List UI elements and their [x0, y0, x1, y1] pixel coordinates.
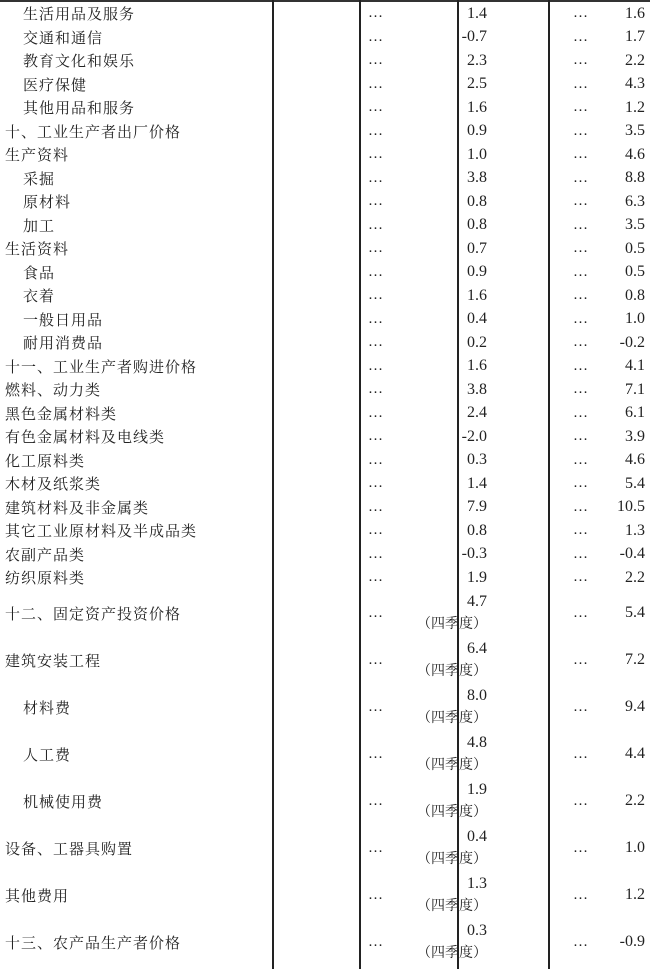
row-label: 建筑材料及非金属类 — [5, 498, 150, 517]
col3-value: … — [573, 604, 588, 621]
table-row — [0, 402, 650, 426]
value: 3.8 — [467, 380, 487, 398]
table-row — [0, 261, 650, 285]
value: 1.6 — [467, 286, 487, 304]
col3-value: … — [573, 357, 588, 374]
col4-value: 4.3 — [625, 75, 645, 93]
col4-value: 5.4 — [625, 604, 645, 621]
col1-value: … — [368, 651, 383, 668]
col4-value: 6.1 — [625, 404, 645, 422]
col1-value: … — [368, 357, 383, 374]
period-note: （四季度） — [417, 804, 487, 820]
table-row — [0, 190, 650, 214]
col1-value: … — [368, 545, 383, 562]
table-row — [0, 96, 650, 120]
row-label: 耐用消费品 — [23, 334, 104, 353]
period-note: （四季度） — [417, 851, 487, 867]
col2-value — [390, 543, 497, 567]
table-row — [0, 731, 650, 778]
col4-value: 2.2 — [625, 792, 645, 809]
col4-value: 4.4 — [625, 745, 645, 762]
col1-value: … — [368, 52, 383, 69]
col1-value: … — [368, 475, 383, 492]
value: 3.8 — [467, 169, 487, 187]
table-body — [0, 2, 650, 966]
row-label: 建筑安装工程 — [5, 651, 102, 670]
value: 1.9 — [467, 568, 487, 586]
value: 1.3 — [467, 875, 487, 892]
table-row — [0, 590, 650, 637]
col3-value: … — [573, 5, 588, 22]
col4-value: 8.8 — [625, 169, 645, 187]
table-row — [0, 378, 650, 402]
col1-value: … — [368, 5, 383, 22]
value: 0.2 — [467, 333, 487, 351]
value: 4.7 — [467, 593, 487, 610]
table-row — [0, 449, 650, 473]
value: 1.9 — [467, 781, 487, 798]
col1-value: … — [368, 193, 383, 210]
col3-value: … — [573, 310, 588, 327]
col2-value — [390, 331, 497, 355]
col2-value — [390, 496, 497, 520]
row-label: 生活资料 — [5, 240, 70, 259]
row-label: 农副产品类 — [5, 545, 86, 564]
col4-value: 1.6 — [625, 4, 645, 22]
value: 1.4 — [467, 474, 487, 492]
value: 8.0 — [467, 687, 487, 704]
col2-value — [390, 778, 497, 825]
col2-value — [390, 566, 497, 590]
table-row — [0, 167, 650, 191]
col4-value: 10.5 — [617, 498, 645, 516]
period-note: （四季度） — [417, 710, 487, 726]
value: 0.7 — [467, 239, 487, 257]
row-label: 采掘 — [23, 169, 56, 188]
col1-value: … — [368, 99, 383, 116]
col4-value: 0.5 — [625, 239, 645, 257]
col1-value: … — [368, 216, 383, 233]
row-label: 衣着 — [23, 287, 56, 306]
col4-value: 3.9 — [625, 427, 645, 445]
value: 1.6 — [467, 98, 487, 116]
value: 0.3 — [467, 922, 487, 939]
col4-value: 1.0 — [625, 310, 645, 328]
table-row — [0, 214, 650, 238]
value: 1.0 — [467, 145, 487, 163]
table-row — [0, 237, 650, 261]
row-label: 燃料、动力类 — [5, 381, 102, 400]
row-label: 纺织原料类 — [5, 569, 86, 588]
table-row — [0, 425, 650, 449]
row-label: 一般日用品 — [23, 310, 104, 329]
col3-value: … — [573, 216, 588, 233]
row-label: 有色金属材料及电线类 — [5, 428, 166, 447]
row-label: 十一、工业生产者购进价格 — [5, 357, 198, 376]
col2-value — [390, 872, 497, 919]
table-row — [0, 496, 650, 520]
col1-value: … — [368, 146, 383, 163]
row-label: 十二、固定资产投资价格 — [5, 604, 182, 623]
row-label: 设备、工器具购置 — [5, 839, 134, 858]
value: -0.3 — [461, 545, 487, 563]
col3-value: … — [573, 287, 588, 304]
row-label: 其他费用 — [5, 886, 70, 905]
row-label: 医疗保健 — [23, 75, 88, 94]
col3-value: … — [573, 122, 588, 139]
col2-value — [390, 261, 497, 285]
col3-value: … — [573, 745, 588, 762]
col3-value: … — [573, 404, 588, 421]
col3-value: … — [573, 169, 588, 186]
table-row — [0, 26, 650, 50]
table-row — [0, 355, 650, 379]
col3-value: … — [573, 792, 588, 809]
col4-value: -0.9 — [619, 933, 645, 950]
row-label: 十三、农产品生产者价格 — [5, 933, 182, 952]
col2-value — [390, 355, 497, 379]
col2-value — [390, 378, 497, 402]
col3-value: … — [573, 522, 588, 539]
col4-value: 2.2 — [625, 51, 645, 69]
value: 4.8 — [467, 734, 487, 751]
col1-value: … — [368, 169, 383, 186]
row-label: 化工原料类 — [5, 451, 86, 470]
col1-value: … — [368, 886, 383, 903]
col2-value — [390, 2, 497, 26]
value: 0.4 — [467, 828, 487, 845]
col2-value — [390, 26, 497, 50]
row-label: 木材及纸浆类 — [5, 475, 102, 494]
col2-value — [390, 825, 497, 872]
col2-value — [390, 120, 497, 144]
col4-value: 6.3 — [625, 192, 645, 210]
col4-value: 2.2 — [625, 568, 645, 586]
table-row — [0, 519, 650, 543]
value: 1.6 — [467, 357, 487, 375]
col3-value: … — [573, 475, 588, 492]
table-row — [0, 684, 650, 731]
col3-value: … — [573, 28, 588, 45]
col1-value: … — [368, 240, 383, 257]
period-note: （四季度） — [417, 945, 487, 961]
col1-value: … — [368, 792, 383, 809]
col3-value: … — [573, 428, 588, 445]
col1-value: … — [368, 287, 383, 304]
col3-value: … — [573, 886, 588, 903]
col1-value: … — [368, 263, 383, 280]
col2-value — [390, 143, 497, 167]
col2-value — [390, 919, 497, 966]
value: 2.3 — [467, 51, 487, 69]
col2-value — [390, 425, 497, 449]
col3-value: … — [573, 933, 588, 950]
table-row — [0, 120, 650, 144]
row-label: 材料费 — [23, 698, 72, 717]
col2-value — [390, 73, 497, 97]
col4-value: 0.8 — [625, 286, 645, 304]
table-row — [0, 73, 650, 97]
col2-value — [390, 190, 497, 214]
col1-value: … — [368, 404, 383, 421]
value: 0.9 — [467, 263, 487, 281]
table-row — [0, 637, 650, 684]
col4-value: 4.6 — [625, 145, 645, 163]
period-note: （四季度） — [417, 616, 487, 632]
value: 0.8 — [467, 192, 487, 210]
col2-value — [390, 684, 497, 731]
value: 0.4 — [467, 310, 487, 328]
table-row — [0, 49, 650, 73]
col2-value — [390, 402, 497, 426]
col1-value: … — [368, 310, 383, 327]
col2-value — [390, 96, 497, 120]
col4-value: -0.4 — [619, 545, 645, 563]
value: 1.4 — [467, 4, 487, 22]
table-row — [0, 331, 650, 355]
value: 0.8 — [467, 521, 487, 539]
col4-value: 1.2 — [625, 886, 645, 903]
table-row — [0, 825, 650, 872]
col3-value: … — [573, 451, 588, 468]
col2-value — [390, 308, 497, 332]
col2-value — [390, 449, 497, 473]
value: 2.5 — [467, 75, 487, 93]
value: 0.8 — [467, 216, 487, 234]
col1-value: … — [368, 122, 383, 139]
row-label: 其他用品和服务 — [23, 99, 136, 118]
table-row — [0, 143, 650, 167]
col1-value: … — [368, 428, 383, 445]
row-label: 黑色金属材料类 — [5, 404, 118, 423]
col3-value: … — [573, 193, 588, 210]
table-row — [0, 872, 650, 919]
row-label: 生产资料 — [5, 146, 70, 165]
col3-value: … — [573, 99, 588, 116]
col4-value: 7.1 — [625, 380, 645, 398]
period-note: （四季度） — [417, 757, 487, 773]
col4-value: 7.2 — [625, 651, 645, 668]
col3-value: … — [573, 263, 588, 280]
col3-value: … — [573, 569, 588, 586]
col4-value: 4.6 — [625, 451, 645, 469]
period-note: （四季度） — [417, 663, 487, 679]
col1-value: … — [368, 522, 383, 539]
col2-value — [390, 214, 497, 238]
table-row — [0, 566, 650, 590]
col1-value: … — [368, 933, 383, 950]
value: 7.9 — [467, 498, 487, 516]
col4-value: 1.7 — [625, 28, 645, 46]
row-label: 交通和通信 — [23, 28, 104, 47]
table-row — [0, 472, 650, 496]
col1-value: … — [368, 839, 383, 856]
table-row — [0, 2, 650, 26]
col2-value — [390, 731, 497, 778]
row-label: 人工费 — [23, 745, 72, 764]
col3-value: … — [573, 52, 588, 69]
table-row — [0, 308, 650, 332]
col2-value — [390, 237, 497, 261]
table-row — [0, 919, 650, 966]
col3-value: … — [573, 651, 588, 668]
col4-value: -0.2 — [619, 333, 645, 351]
col1-value: … — [368, 381, 383, 398]
col1-value: … — [368, 75, 383, 92]
row-label: 加工 — [23, 216, 56, 235]
col2-value — [390, 519, 497, 543]
col3-value: … — [573, 240, 588, 257]
col3-value: … — [573, 545, 588, 562]
col2-value — [390, 167, 497, 191]
col3-value: … — [573, 498, 588, 515]
col3-value: … — [573, 839, 588, 856]
col4-value: 3.5 — [625, 216, 645, 234]
col1-value: … — [368, 698, 383, 715]
row-label: 原材料 — [23, 193, 72, 212]
col2-value — [390, 637, 497, 684]
col4-value: 9.4 — [625, 698, 645, 715]
col2-value — [390, 49, 497, 73]
col1-value: … — [368, 604, 383, 621]
col1-value: … — [368, 334, 383, 351]
table-row — [0, 543, 650, 567]
col3-value: … — [573, 381, 588, 398]
col1-value: … — [368, 498, 383, 515]
row-label: 食品 — [23, 263, 56, 282]
col1-value: … — [368, 745, 383, 762]
value: 2.4 — [467, 404, 487, 422]
col1-value: … — [368, 451, 383, 468]
row-label: 教育文化和娱乐 — [23, 52, 136, 71]
col4-value: 1.2 — [625, 98, 645, 116]
price-index-table — [0, 2, 650, 966]
col2-value — [390, 590, 497, 637]
col4-value: 1.3 — [625, 521, 645, 539]
col3-value: … — [573, 334, 588, 351]
col3-value: … — [573, 698, 588, 715]
value: 0.3 — [467, 451, 487, 469]
value: 6.4 — [467, 640, 487, 657]
row-label: 其它工业原材料及半成品类 — [5, 522, 198, 541]
row-label: 生活用品及服务 — [23, 5, 136, 24]
value: -0.7 — [461, 28, 487, 46]
col1-value: … — [368, 569, 383, 586]
col4-value: 0.5 — [625, 263, 645, 281]
row-label: 机械使用费 — [23, 792, 104, 811]
table-row — [0, 284, 650, 308]
col2-value — [390, 284, 497, 308]
col3-value: … — [573, 146, 588, 163]
col4-value: 5.4 — [625, 474, 645, 492]
col4-value: 1.0 — [625, 839, 645, 856]
col4-value: 3.5 — [625, 122, 645, 140]
row-label: 十、工业生产者出厂价格 — [5, 122, 182, 141]
period-note: （四季度） — [417, 898, 487, 914]
col4-value: 4.1 — [625, 357, 645, 375]
table-row — [0, 778, 650, 825]
value: 0.9 — [467, 122, 487, 140]
col2-value — [390, 472, 497, 496]
value: -2.0 — [461, 427, 487, 445]
col1-value: … — [368, 28, 383, 45]
col3-value: … — [573, 75, 588, 92]
